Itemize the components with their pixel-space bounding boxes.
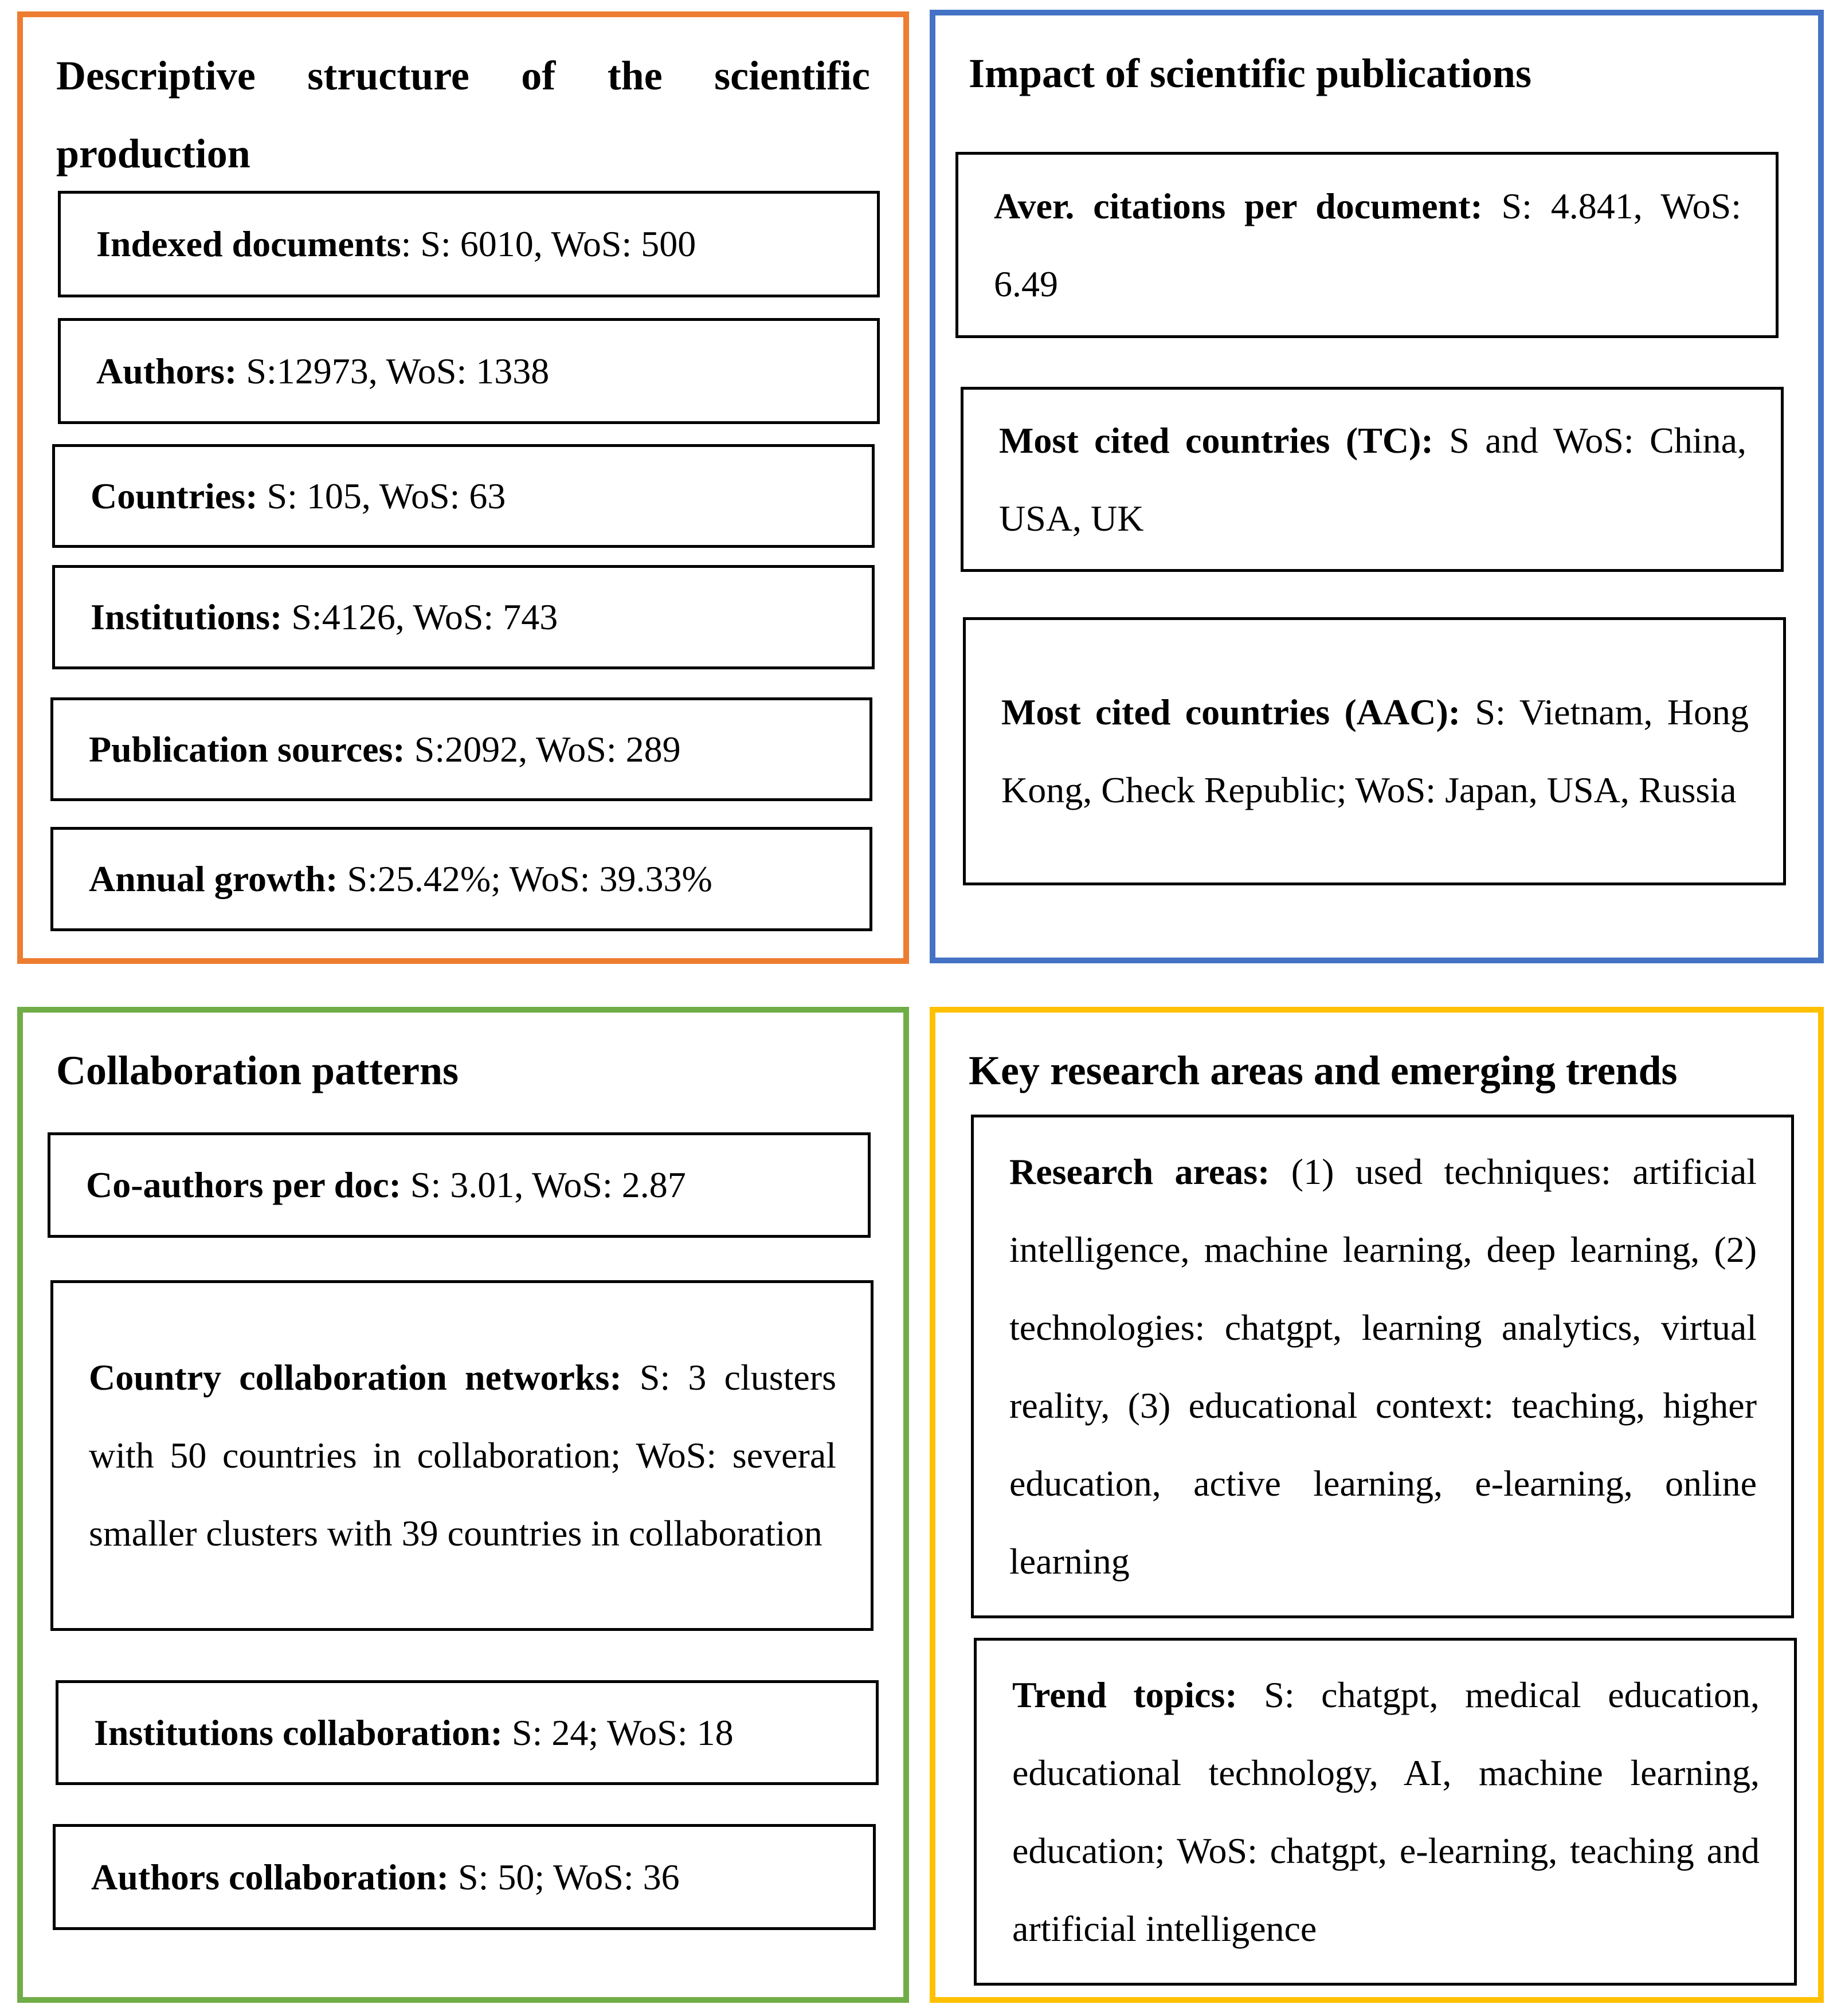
label-most-cited-countries-tc: Most cited countries (TC): bbox=[999, 419, 1433, 461]
value-institutions-collaboration: S: 24; WoS: 18 bbox=[502, 1712, 734, 1753]
value-authors: S:12973, WoS: 1338 bbox=[237, 350, 550, 391]
value-average-citations: S: 4.841, WoS: 6.49 bbox=[994, 185, 1742, 304]
value-research-areas: (1) used techniques: artificial intelligence, machine learning, deep learning, (2) technologies: chatgpt, learning analytics, virtual reality, (3) educational context: teaching, higher education, active learning, e-learning, online learning bbox=[1009, 1151, 1757, 1582]
value-coauthors-per-doc: S: 3.01, WoS: 2.87 bbox=[401, 1164, 686, 1205]
card-most-cited-countries-tc bbox=[961, 387, 1784, 572]
card-authors-collaboration bbox=[53, 1824, 876, 1930]
value-countries: S: 105, WoS: 63 bbox=[257, 475, 506, 516]
card-indexed-documents bbox=[58, 191, 880, 297]
card-institutions-collaboration bbox=[56, 1680, 879, 1785]
value-institutions: S:4126, WoS: 743 bbox=[282, 597, 558, 637]
label-countries: Countries: bbox=[91, 475, 258, 516]
card-trend-topics bbox=[974, 1638, 1797, 1986]
value-country-collaboration-networks: S: 3 clusters with 50 countries in collaboration; WoS: several smaller clusters with 39 countries in collaboration bbox=[89, 1357, 837, 1554]
label-trend-topics: Trend topics: bbox=[1012, 1674, 1237, 1715]
card-authors bbox=[58, 318, 880, 424]
panel-title-descriptive-structure: Descriptive structure of the scientific production bbox=[56, 53, 870, 177]
card-research-areas bbox=[971, 1115, 1794, 1618]
value-most-cited-countries-tc: S and WoS: China, USA, UK bbox=[999, 419, 1747, 539]
panel-title-key-research-areas: Key research areas and emerging trends bbox=[969, 1048, 1678, 1093]
card-annual-growth bbox=[50, 827, 872, 931]
card-average-citations bbox=[955, 152, 1779, 338]
card-institutions bbox=[52, 565, 875, 669]
card-countries bbox=[52, 444, 875, 548]
card-publication-sources bbox=[50, 697, 872, 801]
card-country-collaboration-networks bbox=[50, 1280, 874, 1631]
label-institutions: Institutions: bbox=[91, 597, 283, 637]
value-annual-growth: S:25.42%; WoS: 39.33% bbox=[338, 858, 712, 899]
label-average-citations: Aver. citations per document: bbox=[994, 185, 1483, 226]
value-trend-topics: S: chatgpt, medical education, educational technology, AI, machine learning, education; WoS: chatgpt, e-learning, teaching and artificial intelligence bbox=[1012, 1674, 1760, 1949]
value-indexed-documents: : S: 6010, WoS: 500 bbox=[401, 223, 696, 264]
card-most-cited-countries-aac bbox=[963, 617, 1786, 885]
label-institutions-collaboration: Institutions collaboration: bbox=[94, 1712, 503, 1753]
label-publication-sources: Publication sources: bbox=[89, 728, 405, 770]
value-authors-collaboration: S: 50; WoS: 36 bbox=[449, 1856, 680, 1897]
label-most-cited-countries-aac: Most cited countries (AAC): bbox=[1001, 692, 1461, 732]
panel-title-impact: Impact of scientific publications bbox=[969, 50, 1531, 96]
panel-title-collaboration-patterns: Collaboration patterns bbox=[56, 1048, 459, 1093]
value-publication-sources: S:2092, WoS: 289 bbox=[405, 728, 681, 770]
value-most-cited-countries-aac: S: Vietnam, Hong Kong, Check Republic; WoS: Japan, USA, Russia bbox=[1001, 692, 1749, 810]
label-indexed-documents: Indexed documents bbox=[96, 223, 401, 264]
label-country-collaboration-networks: Country collaboration networks: bbox=[89, 1357, 622, 1398]
label-research-areas: Research areas: bbox=[1009, 1151, 1270, 1192]
card-coauthors-per-doc bbox=[48, 1132, 871, 1238]
label-annual-growth: Annual growth: bbox=[89, 858, 338, 899]
label-authors-collaboration: Authors collaboration: bbox=[91, 1856, 449, 1897]
label-authors: Authors: bbox=[96, 350, 237, 391]
label-coauthors-per-doc: Co-authors per doc: bbox=[86, 1164, 401, 1205]
